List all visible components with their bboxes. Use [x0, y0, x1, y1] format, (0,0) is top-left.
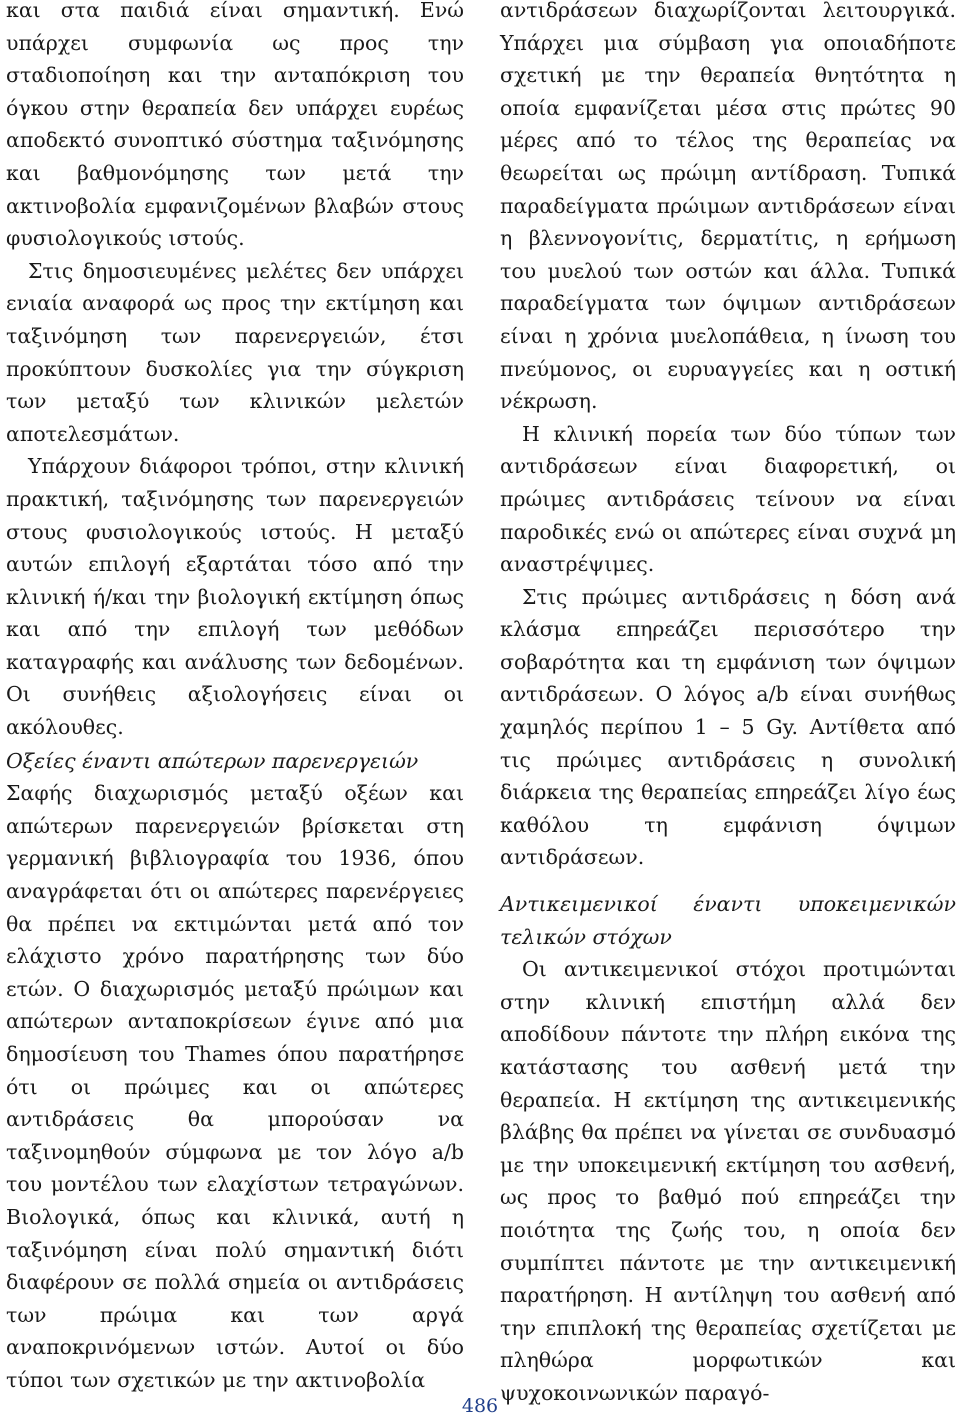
section-heading: Αντικειμενικοί έναντι υποκειμενικών τελικών στόχων: [500, 892, 956, 949]
paragraph: Η κλινική πορεία των δύο τύπων των αντιδράσεων είναι διαφορετική, οι πρώιμες αντιδράσεις τείνουν να είναι παροδικές ενώ οι απώτερες είναι συχνά μη αναστρέψιμες.: [500, 421, 956, 577]
paragraph: και στα παιδιά είναι σημαντική. Ενώ υπάρχει συμφωνία ως προς την σταδιοποίηση και την ανταπόκριση του όγκου στην θεραπεία δεν υπάρχει ευρέως αποδεκτό συνοπτικό σύστημα ταξινόμησης και βαθμονόμησης των μετά την ακτινοβολία εμφανιζομένων βλαβών στους φυσιολογικούς ιστούς.: [6, 0, 464, 251]
paragraph: αντιδράσεων διαχωρίζονται λειτουργικά. Υπάρχει μια σύμβαση για οποιαδήποτε σχετική με την θεραπεία θνητότητα η οποία εμφανίζεται μέσα στις πρώτες 90 μέρες από το τέλος της θεραπείας να θεωρείται ως πρώιμη αντίδραση. Τυπικά παραδείγματα πρώιμων αντιδράσεων είναι η βλεννογονίτις, δερματίτις, η ερήμωση του μυελού των οστών και άλλα. Τυπικά παραδείγματα των όψιμων αντιδράσεων είναι η χρόνια μυελοπάθεια, η ίνωση του πνεύμονος, οι ευρυαγγείες και η οστική νέκρωση.: [500, 0, 956, 414]
section-heading: Οξείες έναντι απώτερων παρενεργειών: [6, 748, 419, 773]
paragraph: Στις πρώιμες αντιδράσεις η δόση ανά κλάσμα επηρεάζει περισσότερο την σοβαρότητα και τη εμφάνιση των όψιμων αντιδράσεων. Ο λόγος a/b είναι συνήθως χαμηλός περίπου 1 – 5 Gy. Αντίθετα από τις πρώιμες αντιδράσεις η συνολική διάρκεια της θεραπείας επηρεάζει λίγο έως καθόλου τη εμφάνιση όψιμων αντιδράσεων.: [500, 584, 956, 870]
paragraph: Στις δημοσιευμένες μελέτες δεν υπάρχει ενιαία αναφορά ως προς την εκτίμηση και ταξινόμηση των παρενεργειών, έτσι προκύπτουν δυσκολίες για την σύγκριση των μεταξύ των κλινικών μελετών αποτελεσμάτων.: [6, 258, 464, 446]
paragraph: Σαφής διαχωρισμός μεταξύ οξέων και απώτερων παρενεργειών βρίσκεται στη γερμανική βιβλιογραφία του 1936, όπου αναγράφεται ότι οι απώτερες παρενέργειες θα πρέπει να εκτιμώνται μετά από τον ελάχιστο χρόνο παρατήρησης των δύο ετών. Ο διαχωρισμός μεταξύ πρώιμων και απώτερων ανταποκρίσεων έγινε από μια δημοσίευση του Thames όπου παρατήρησε ότι οι πρώιμες και οι απώτερες αντιδράσεις θα μπορούσαν να ταξινομηθούν σύμφωνα με τον λόγο a/b του μοντέλου των ελαχίστων τετραγώνων. Βιολογικά, όπως και κλινικά, αυτή η ταξινόμηση είναι πολύ σημαντική διότι διαφέρουν σε πολλά σημεία οι αντιδράσεις των πρώιμα και των αργά αναποκρινόμενων ιστών. Αυτοί οι δύο τύποι των σχετικών με την ακτινοβολία: [6, 781, 464, 1392]
page-number: 486: [461, 1395, 499, 1417]
right-column: [500, 0, 956, 1410]
paragraph: Οι αντικειμενικοί στόχοι προτιμώνται στην κλινική επιστήμη αλλά δεν αποδίδουν πάντοτε την πλήρη εικόνα της κατάστασης του ασθενή μετά την θεραπεία. Η εκτίμηση της αντικειμενικής βλάβης θα πρέπει να γίνεται σε συνδυασμό με την υποκειμενική εκτίμηση του ασθενή, ως προς το βαθμό πού επηρεάζει την ποιότητα της ζωής του, η οποία δεν συμπίπτει πάντοτε με την αντικειμενική παρατήρηση. Η αντίληψη του ασθενή από την επιπλοκή της θεραπείας σχετίζεται με πληθώρα μορφωτικών και ψυχοκοινωνικών παραγό-: [500, 957, 956, 1405]
paragraph: Υπάρχουν διάφοροι τρόποι, στην κλινική πρακτική, ταξινόμησης των παρενεργειών στους φυσιολογικούς ιστούς. Η μεταξύ αυτών επιλογή εξαρτάται τόσο από την κλινική ή/και την βιολογική εκτίμηση όπως και από την επιλογή των μεθόδων καταγραφής και ανάλυσης των δεδομένων. Οι συνήθεις αξιολογήσεις είναι οι ακόλουθες.: [6, 454, 464, 740]
left-column: [6, 0, 464, 1397]
